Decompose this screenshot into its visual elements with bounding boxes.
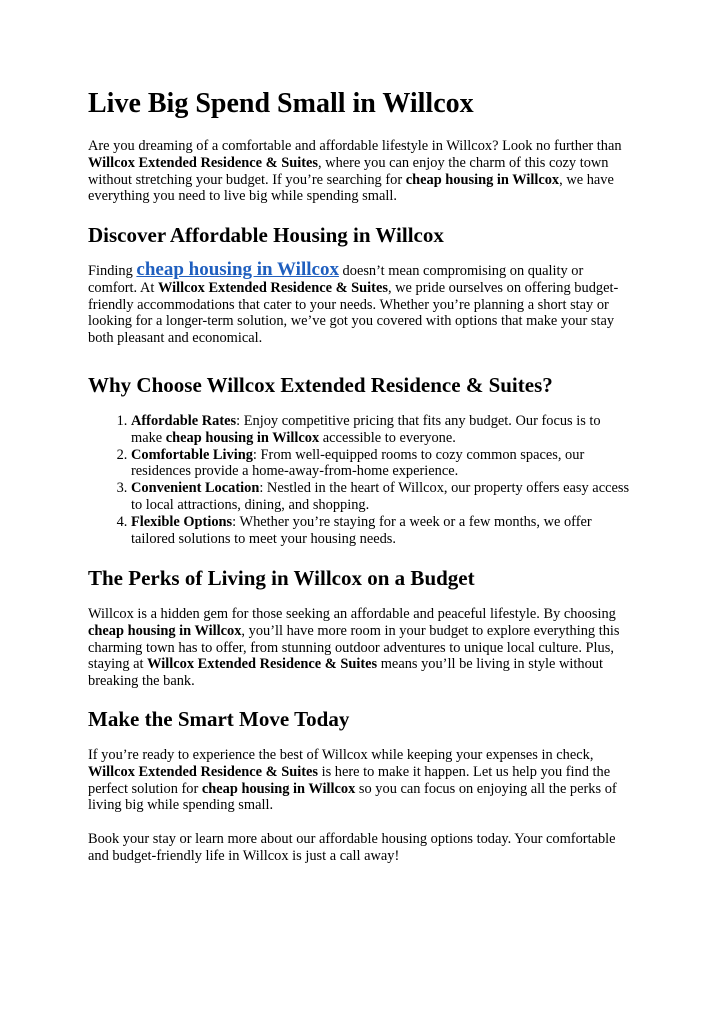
discover-section	[88, 222, 633, 347]
discover-text-3: , we pride ourselves on offering budget-friendly accommodations that cater to your needs. Whether you’re planning a short stay or looking for a longer-term solution, we’ve got you covered with options that make your stay both pleasant and economical.	[88, 279, 619, 347]
intro-bold-2: cheap housing in Willcox	[405, 171, 560, 188]
closing-paragraph: Book your stay or learn more about our affordable housing options today. Your comfortable and budget-friendly life in Willcox is just a call away!	[88, 831, 616, 864]
discover-heading: Discover Affordable Housing in Willcox	[88, 223, 444, 247]
smart-paragraph	[88, 747, 633, 814]
why-heading: Why Choose Willcox Extended Residence & Suites?	[88, 373, 553, 397]
list-item	[131, 413, 633, 447]
discover-text-2: doesn’t mean compromising on quality or comfort. At	[88, 263, 584, 296]
list-item-text: : Enjoy competitive pricing that fits any budget. Our focus is to make	[131, 413, 601, 446]
perks-bold-1: cheap housing in Willcox	[88, 622, 242, 639]
smart-text-2: is here to make it happen. Let us help you find the perfect solution for	[88, 763, 611, 797]
intro-section	[88, 138, 633, 205]
perks-bold-2: Willcox Extended Residence & Suites	[147, 656, 378, 673]
smart-bold-2: cheap housing in Willcox	[201, 780, 356, 797]
list-item-text: : Whether you’re staying for a week or a few months, we offer tailored solutions to meet your housing needs.	[131, 513, 592, 547]
list-item-label: Convenient Location	[131, 480, 260, 497]
discover-text-1: Finding	[88, 263, 137, 279]
list-item-label: Comfortable Living	[131, 446, 253, 463]
page-title: Live Big Spend Small in Willcox	[88, 88, 474, 119]
smart-section	[88, 706, 633, 865]
intro-text-3: , we have everything you need to live big while spending small.	[88, 171, 614, 205]
list-item-label: Affordable Rates	[131, 413, 237, 429]
smart-heading: Make the Smart Move Today	[88, 707, 350, 731]
perks-text-2: , you’ll have more room in your budget to explore everything this charming town has to offer, from stunning outdoor adventures to unique local culture. Plus, staying at	[88, 622, 620, 673]
list-item	[131, 480, 633, 514]
discover-paragraph	[88, 259, 633, 347]
perks-text-1: Willcox is a hidden gem for those seeking an affordable and peaceful lifestyle. By choosing	[88, 606, 616, 622]
list-item	[131, 447, 633, 481]
intro-text-1: Are you dreaming of a comfortable and affordable lifestyle in Willcox? Look no further than	[88, 138, 622, 154]
cheap-housing-link[interactable]: cheap housing in Willcox	[136, 259, 339, 280]
perks-section	[88, 565, 633, 690]
list-item-label: Flexible Options	[131, 513, 233, 530]
list-item	[131, 514, 633, 548]
smart-text-1: If you’re ready to experience the best of Willcox while keeping your expenses in check,	[88, 747, 594, 763]
intro-paragraph	[88, 138, 633, 205]
list-item-text: : From well-equipped rooms to cozy common spaces, our residences provide a home-away-from-home experience.	[131, 446, 585, 480]
list-item-bold: cheap housing in Willcox	[165, 429, 320, 446]
why-list	[88, 413, 633, 547]
smart-bold-1: Willcox Extended Residence & Suites	[88, 763, 318, 780]
perks-heading: The Perks of Living in Willcox on a Budget	[88, 566, 475, 590]
discover-bold-1: Willcox Extended Residence & Suites	[157, 279, 388, 296]
intro-text-2: , where you can enjoy the charm of this cozy town without stretching your budget. If you’re searching for	[88, 154, 609, 188]
perks-paragraph	[88, 606, 633, 690]
intro-bold-1: Willcox Extended Residence & Suites	[88, 154, 318, 171]
list-item-text: : Nestled in the heart of Willcox, our property offers easy access to local attractions, dining, and shopping.	[131, 480, 630, 513]
list-item-text-2: accessible to everyone.	[319, 429, 456, 446]
perks-text-3: means you’ll be living in style without breaking the bank.	[88, 656, 603, 690]
smart-text-3: so you can focus on enjoying all the perks of living big while spending small.	[88, 780, 617, 814]
why-section	[88, 372, 633, 547]
